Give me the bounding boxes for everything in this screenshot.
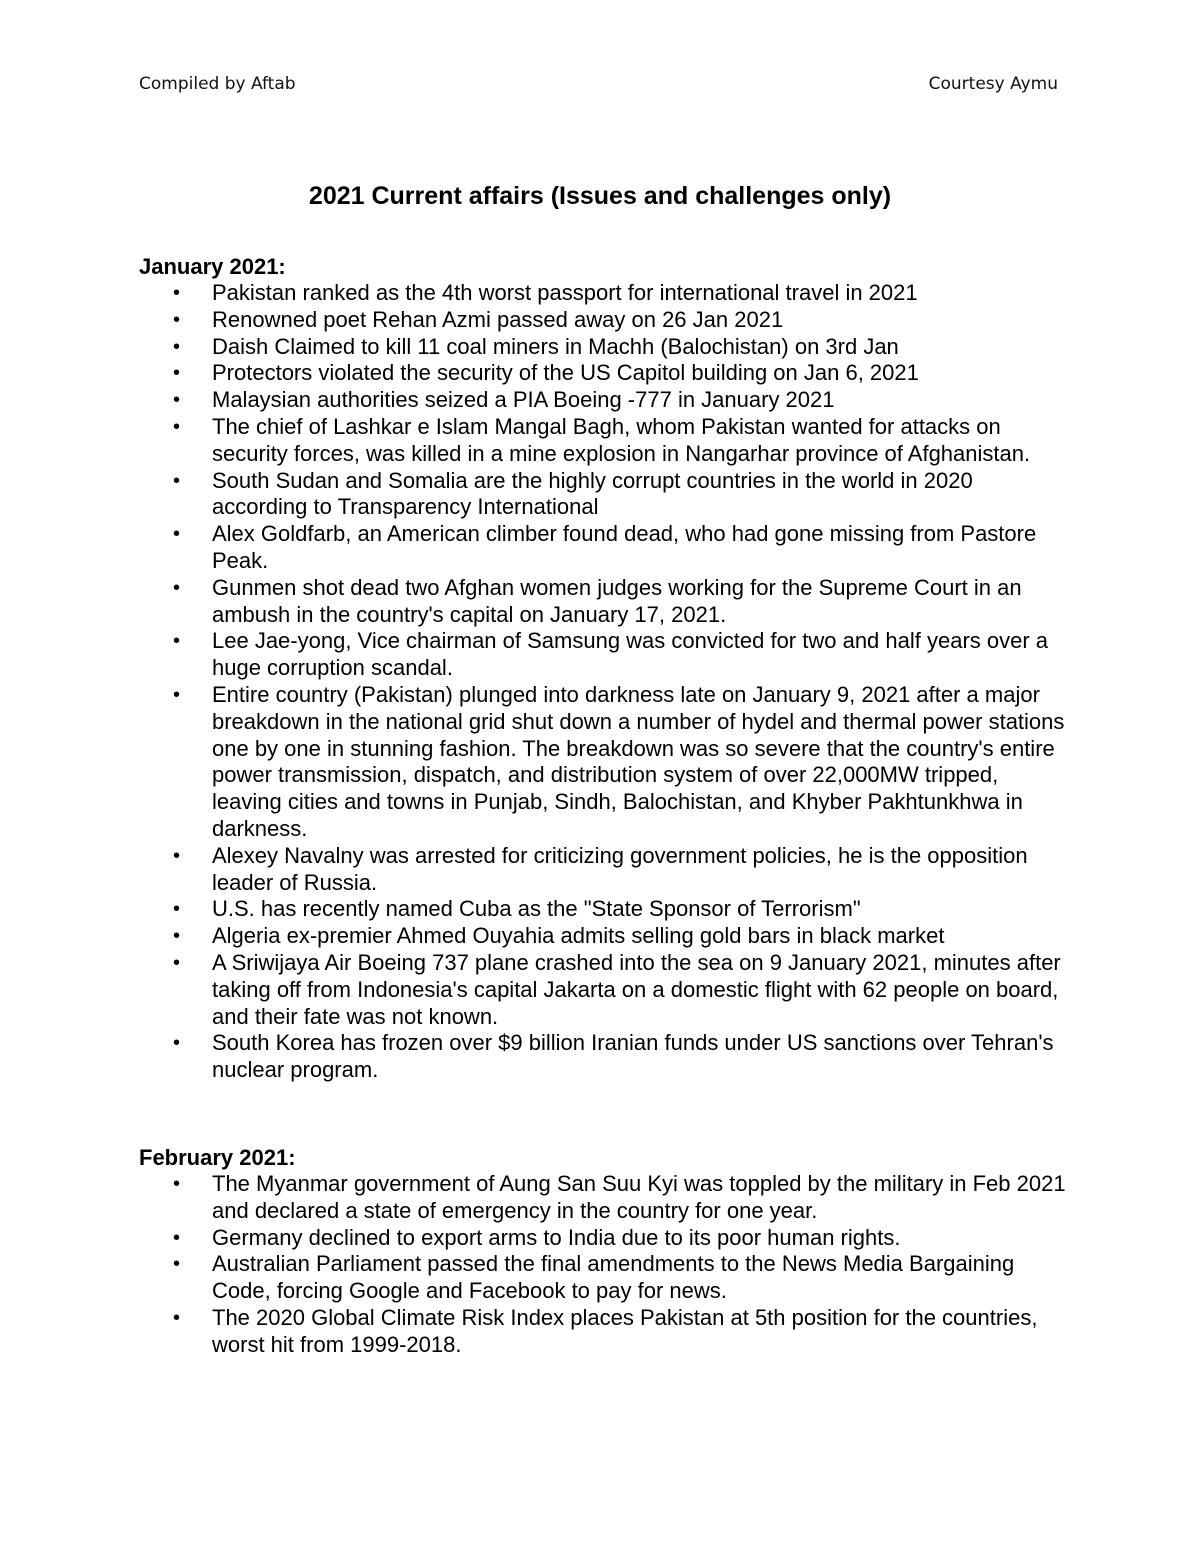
- list-item: • U.S. has recently named Cuba as the "State Sponsor of Terrorism": [139, 896, 1069, 923]
- bullet-list: [139, 1171, 1069, 1359]
- list-item: • Entire country (Pakistan) plunged into darkness late on January 9, 2021 after a major breakdown in the national grid shut down a number of hydel and thermal power stations one by one in stunning fashion. The breakdown was so severe that the country's entire power transmission, dispatch, and distribution system of over 22,000MW tripped, leaving cities and towns in Punjab, Sindh, Balochistan, and Khyber Pakhtunkhwa in darkness.: [139, 682, 1069, 843]
- page-header: [139, 74, 1058, 94]
- list-item: • A Sriwijaya Air Boeing 737 plane crashed into the sea on 9 January 2021, minutes after taking off from Indonesia's capital Jakarta on a domestic flight with 62 people on board, and their fate was not known.: [139, 950, 1069, 1030]
- list-item: • The Myanmar government of Aung San Suu Kyi was toppled by the military in Feb 2021 and declared a state of emergency in the country for one year.: [139, 1171, 1069, 1225]
- list-item: • Australian Parliament passed the final amendments to the News Media Bargaining Code, forcing Google and Facebook to pay for news.: [139, 1251, 1069, 1305]
- header-courtesy: Courtesy Aymu: [928, 74, 1058, 94]
- list-item: • Protectors violated the security of the US Capitol building on Jan 6, 2021: [139, 360, 1069, 387]
- section-heading: January 2021:: [139, 254, 286, 279]
- list-item: • Pakistan ranked as the 4th worst passport for international travel in 2021: [139, 280, 1069, 307]
- bullet-list: [139, 280, 1069, 1084]
- list-item: • Renowned poet Rehan Azmi passed away on 26 Jan 2021: [139, 307, 1069, 334]
- header-compiled-by: Compiled by Aftab: [139, 74, 296, 94]
- list-item: • Gunmen shot dead two Afghan women judges working for the Supreme Court in an ambush in the country's capital on January 17, 2021.: [139, 575, 1069, 629]
- list-item: • South Sudan and Somalia are the highly corrupt countries in the world in 2020 according to Transparency International: [139, 468, 1069, 522]
- list-item: • The chief of Lashkar e Islam Mangal Bagh, whom Pakistan wanted for attacks on security forces, was killed in a mine explosion in Nangarhar province of Afghanistan.: [139, 414, 1069, 468]
- document-title: 2021 Current affairs (Issues and challenges only): [308, 182, 892, 210]
- list-item: • Lee Jae-yong, Vice chairman of Samsung was convicted for two and half years over a huge corruption scandal.: [139, 628, 1069, 682]
- section-february-2021: [139, 1144, 1069, 1359]
- section-january-2021: [139, 253, 1069, 1084]
- list-item: • Alex Goldfarb, an American climber found dead, who had gone missing from Pastore Peak.: [139, 521, 1069, 575]
- list-item: • Malaysian authorities seized a PIA Boeing -777 in January 2021: [139, 387, 1069, 414]
- list-item: • Daish Claimed to kill 11 coal miners in Machh (Balochistan) on 3rd Jan: [139, 334, 1069, 361]
- list-item: • The 2020 Global Climate Risk Index places Pakistan at 5th position for the countries, worst hit from 1999-2018.: [139, 1305, 1069, 1359]
- section-heading: February 2021:: [139, 1145, 296, 1170]
- list-item: • Alexey Navalny was arrested for criticizing government policies, he is the opposition leader of Russia.: [139, 843, 1069, 897]
- list-item: • South Korea has frozen over $9 billion Iranian funds under US sanctions over Tehran's nuclear program.: [139, 1030, 1069, 1084]
- list-item: • Algeria ex-premier Ahmed Ouyahia admits selling gold bars in black market: [139, 923, 1069, 950]
- list-item: • Germany declined to export arms to India due to its poor human rights.: [139, 1225, 1069, 1252]
